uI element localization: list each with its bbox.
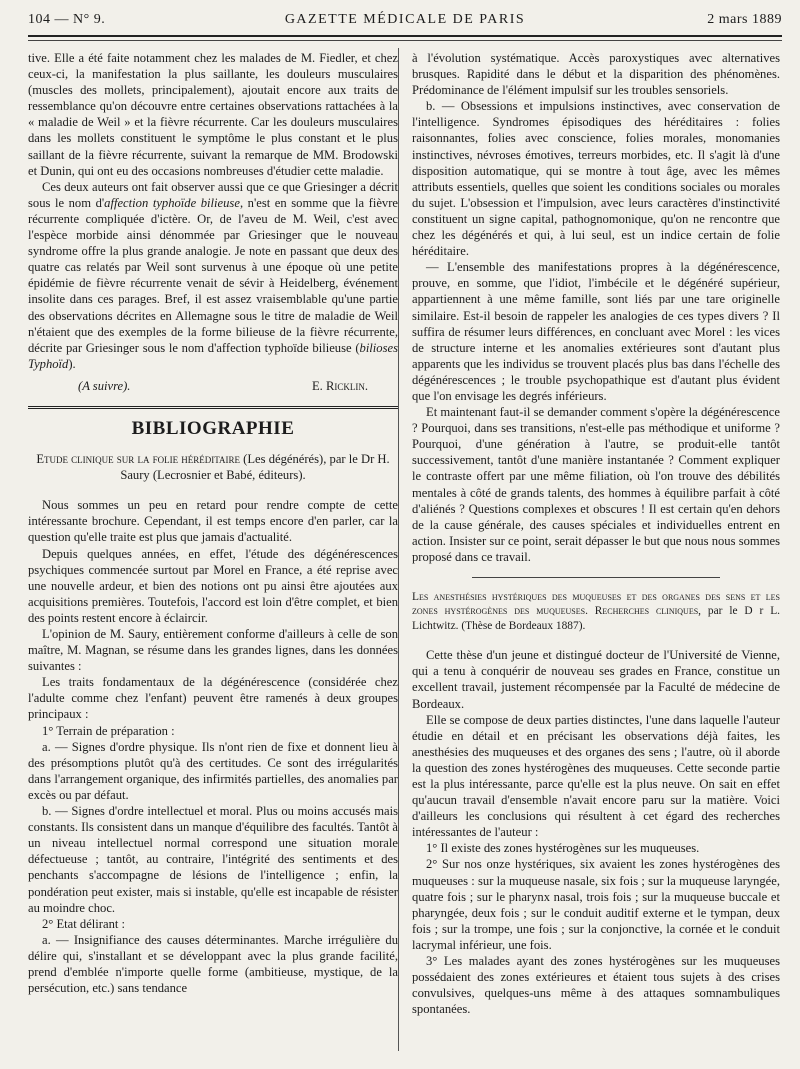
paragraph: à l'évolution systématique. Accès paroxystiques avec alternatives brusques. Rapidité dans le début et la disparition des phénomènes. Prédominance de l'élément impulsif sur les troubles sensoriels. (412, 51, 780, 98)
paragraph: 1° Terrain de préparation : (42, 723, 175, 738)
header-rule-thin (28, 40, 782, 41)
paragraph: b. — Obsessions et impulsions instinctives, avec conservation de l'intelligence. Syndromes épisodiques des héréditaires : folies raisonnantes, folies avec conscience, folies morales, monomanies instinctives, névroses émotives, terreurs morbides, etc. Il s'agit là d'une disposition automatique, qui se montre à tout âge, avec les mêmes attributs essentiels, quelles que soient les conditions sociales ou morales du sujet. L'obsession et l'impulsion, avec leurs caractères d'instinctivité constituent un signe capital, pathognomonique, qu'on ne rencontre que chez les dégénérés et qui, à lui seul, est un indice certain de folie héréditaire. (412, 99, 780, 259)
section-title: BIBLIOGRAPHIE (131, 417, 295, 439)
paragraph: a. — Signes d'ordre physique. Ils n'ont rien de fixe et donnent lieu à des présomptions plutôt qu'à des certitudes. Ce sont des irrégularités dans l'arrangement organique, des infirmités partielles, des anomalies par excès ou par défaut. (28, 739, 398, 802)
paragraph: 1° Il existe des zones hystérogènes sur les muqueuses. (426, 841, 700, 856)
paragraph: Les traits fondamentaux de la dégénérescence (considérée chez l'adulte comme chez l'enfant) peuvent être ramenés à deux groupes principaux : (28, 675, 398, 722)
entry-rule (472, 577, 720, 578)
bibliography-entry-heading: Les anesthésies hystériques des muqueuses et des organes des sens et les zones hystérogènes des muqueuses. Recherches cliniques, par le D r L. Lichtwitz. (Thèse de Bordeaux 1887). (412, 591, 781, 632)
article-signoff (28, 374, 398, 398)
paragraph: 2° Etat délirant : (42, 916, 126, 931)
paragraph: b. — Signes d'ordre intellectuel et moral. Plus ou moins accusés mais constants. Ils consistent dans un manque d'équilibre des facultés. Tantôt à un niveau intellectuel normal correspond une situation morale défectueuse ; tantôt, au contraire, l'intégrité des sentiments et des penchants s'accompagne de lésions de l'intelligence ; enfin, la pondération peut exister, mais si instable, qu'elle est incapable de résister au moindre choc. (28, 804, 398, 915)
paragraph: Et maintenant faut-il se demander comment s'opère la dégénérescence ? Pourquoi, dans ses transitions, n'est-elle pas méthodique et uniforme ? Pourquoi, d'une génération à l'autre, se produit-elle tantôt successivement, tantôt d'une manière instantanée ? Comment expliquer le contraste offert par une même filiation, où l'on trouve des débilités mentales à côté de grands talents, des hommes à équilibre parfait à côté d'aliénés ? Questions complexes et obscures ! Il est certain qu'en dehors de la cause générale, des causes spéciales et individuelles entrent en action. Insister sur ce point, serait dépasser le but que nous nous sommes proposé dans ce travail. (412, 405, 780, 564)
page-header (28, 8, 782, 30)
column-divider (398, 48, 399, 1051)
paragraph: Elle se compose de deux parties distinctes, l'une dans laquelle l'auteur étudie en détail et en précisant les observations déjà faites, les anesthésies des muqueuses et des organes des sens ; l'autre, où il aborde la question des zones hystérogènes des muqueuses. Cette seconde partie est la plus intéressante, parce qu'elle est la plus neuve. On sait en effet qu'aucun travail d'ensemble n'avait encore paru sur la matière. Voici d'ailleurs les conclusions qui résultent à cet égard des recherches intéressantes de l'auteur : (412, 712, 780, 840)
left-column (28, 50, 398, 996)
right-column (412, 50, 780, 1017)
issue-date: 2 mars 1889 (707, 12, 782, 27)
page-number: 104 — N° 9. (28, 12, 106, 27)
paragraph: Depuis quelques années, en effet, l'étude des dégénérescences psychiques commencée surtout par Morel en France, a été reprise avec une nouvelle ardeur, et bien des notions ont pu ainsi être ajoutées aux acquisitions premières. Toutefois, l'accord est loin d'être complet, et bien des points restent encore à éclaircir. (28, 546, 398, 625)
paragraph: L'opinion de M. Saury, entièrement conforme d'ailleurs à celle de son maître, M. Magnan, se résume dans les grandes lignes, dans les données suivantes : (28, 627, 398, 674)
paragraph: Ces deux auteurs ont fait observer aussi que ce que Griesinger a décrit sous le nom d'affection typhoïde bilieuse, n'est en somme que la fièvre récurrente compliquée d'ictère. Or, de l'aveu de M. Weil, c'est avec l'espèce morbide ainsi dénommée par Griesinger que le nouveau syndrome offre la plus grande analogie. Je note en passant que deux des quatre cas relatés par Weil sont survenus à une époque où une petite épidémie de fièvre récurrente venait de sévir à Heidelberg, événement insolite dans ces parages. Bref, il est assez vraisemblable qu'une partie des observations décrites en Allemagne sous le titre de maladie de Weil n'étaient que des exemples de la forme bilieuse de la fièvre récurrente, décrite par Griesinger sous le nom d'affection typhoïde bilieuse (bilioses Typhoïd). (28, 179, 398, 371)
paragraph: — L'ensemble des manifestations propres à la dégénérescence, prouve, en somme, que l'idiot, l'imbécile et le dégénéré supérieur, appartiennent à une même famille, sont liés par une tare originelle similaire. Est-il besoin de rappeler les analogies de ces types divers ? Il suffira de résumer leurs différences, en concluant avec Morel : les vices de structure interne et les anomalies extérieures sont d'autant plus apparents que les individus se trouvent placés plus bas dans l'échelle des dégénérescences ; le trouble psychopathique est d'autant plus évident que l'on envisage les degrés inférieurs. (412, 260, 780, 403)
bibliography-entry-heading: Etude clinique sur la folie héréditaire (Les dégénérés), par le Dr H. Saury (Lecrosnier et Babé, éditeurs). (36, 452, 390, 483)
paragraph: tive. Elle a été faite notamment chez les malades de M. Fiedler, et chez ceux-ci, la manifestation la plus saillante, les douleurs musculaires (muscles des mollets, principalement), ajoutait encore aux traits de ressemblance qu'on découvre entre certaines observations rattachées à la « maladie de Weil » et la fièvre récurrente. Car les douleurs musculaires dans les mollets constituent le symptôme le plus constant et le plus saillant de la fièvre récurrente, suivant la remarque de MM. Brodowski et Dunin, qui ont eu des occasions nombreuses d'étudier cette maladie. (28, 51, 398, 178)
section-rule (28, 406, 398, 409)
paragraph: Nous sommes un peu en retard pour rendre compte de cette intéressante brochure. Cependant, il est temps encore d'en parler, car la question qu'elle traite est plus que jamais d'actualité. (28, 498, 398, 545)
paragraph: 3° Les malades ayant des zones hystérogènes sur les muqueuses possédaient des zones extérieures et étaient tous sujets à des crises convulsives, quelques-uns même à des attaques somnambuliques spontanées. (412, 954, 780, 1017)
author-name: E. Ricklin. (311, 378, 368, 393)
paragraph: Cette thèse d'un jeune et distingué docteur de l'Université de Vienne, qui a tenu à conquérir de nouveau ses grades en France, constitue un excellent travail, justement récompensée par la Faculté de médecine de Bordeaux. (412, 648, 780, 711)
paragraph: 2° Sur nos onze hystériques, six avaient les zones hystérogènes des muqueuses : sur la muqueuse nasale, six fois ; sur la muqueuse laryngée, quatre fois ; sur le pharynx nasal, trois fois ; sur la muqueuse buccale et pharyngée, deux fois ; sur le conduit auditif externe et le tympan, deux fois ; sur la trompe, une fois ; sur la conjonctive, la cornée et le conduit lacrymal inférieur, une fois. (412, 857, 780, 952)
header-rule (28, 35, 782, 37)
to-be-continued: (A suivre). (78, 378, 131, 393)
journal-title: GAZETTE MÉDICALE DE PARIS (284, 12, 526, 27)
paragraph: a. — Insignifiance des causes déterminantes. Marche irrégulière du délire qui, s'installant et se développant avec la plus grande facilité, prend d'emblée n'importe quelle forme (ambitieuse, mystique, de la persécution, etc.) sans tendance (28, 932, 398, 996)
